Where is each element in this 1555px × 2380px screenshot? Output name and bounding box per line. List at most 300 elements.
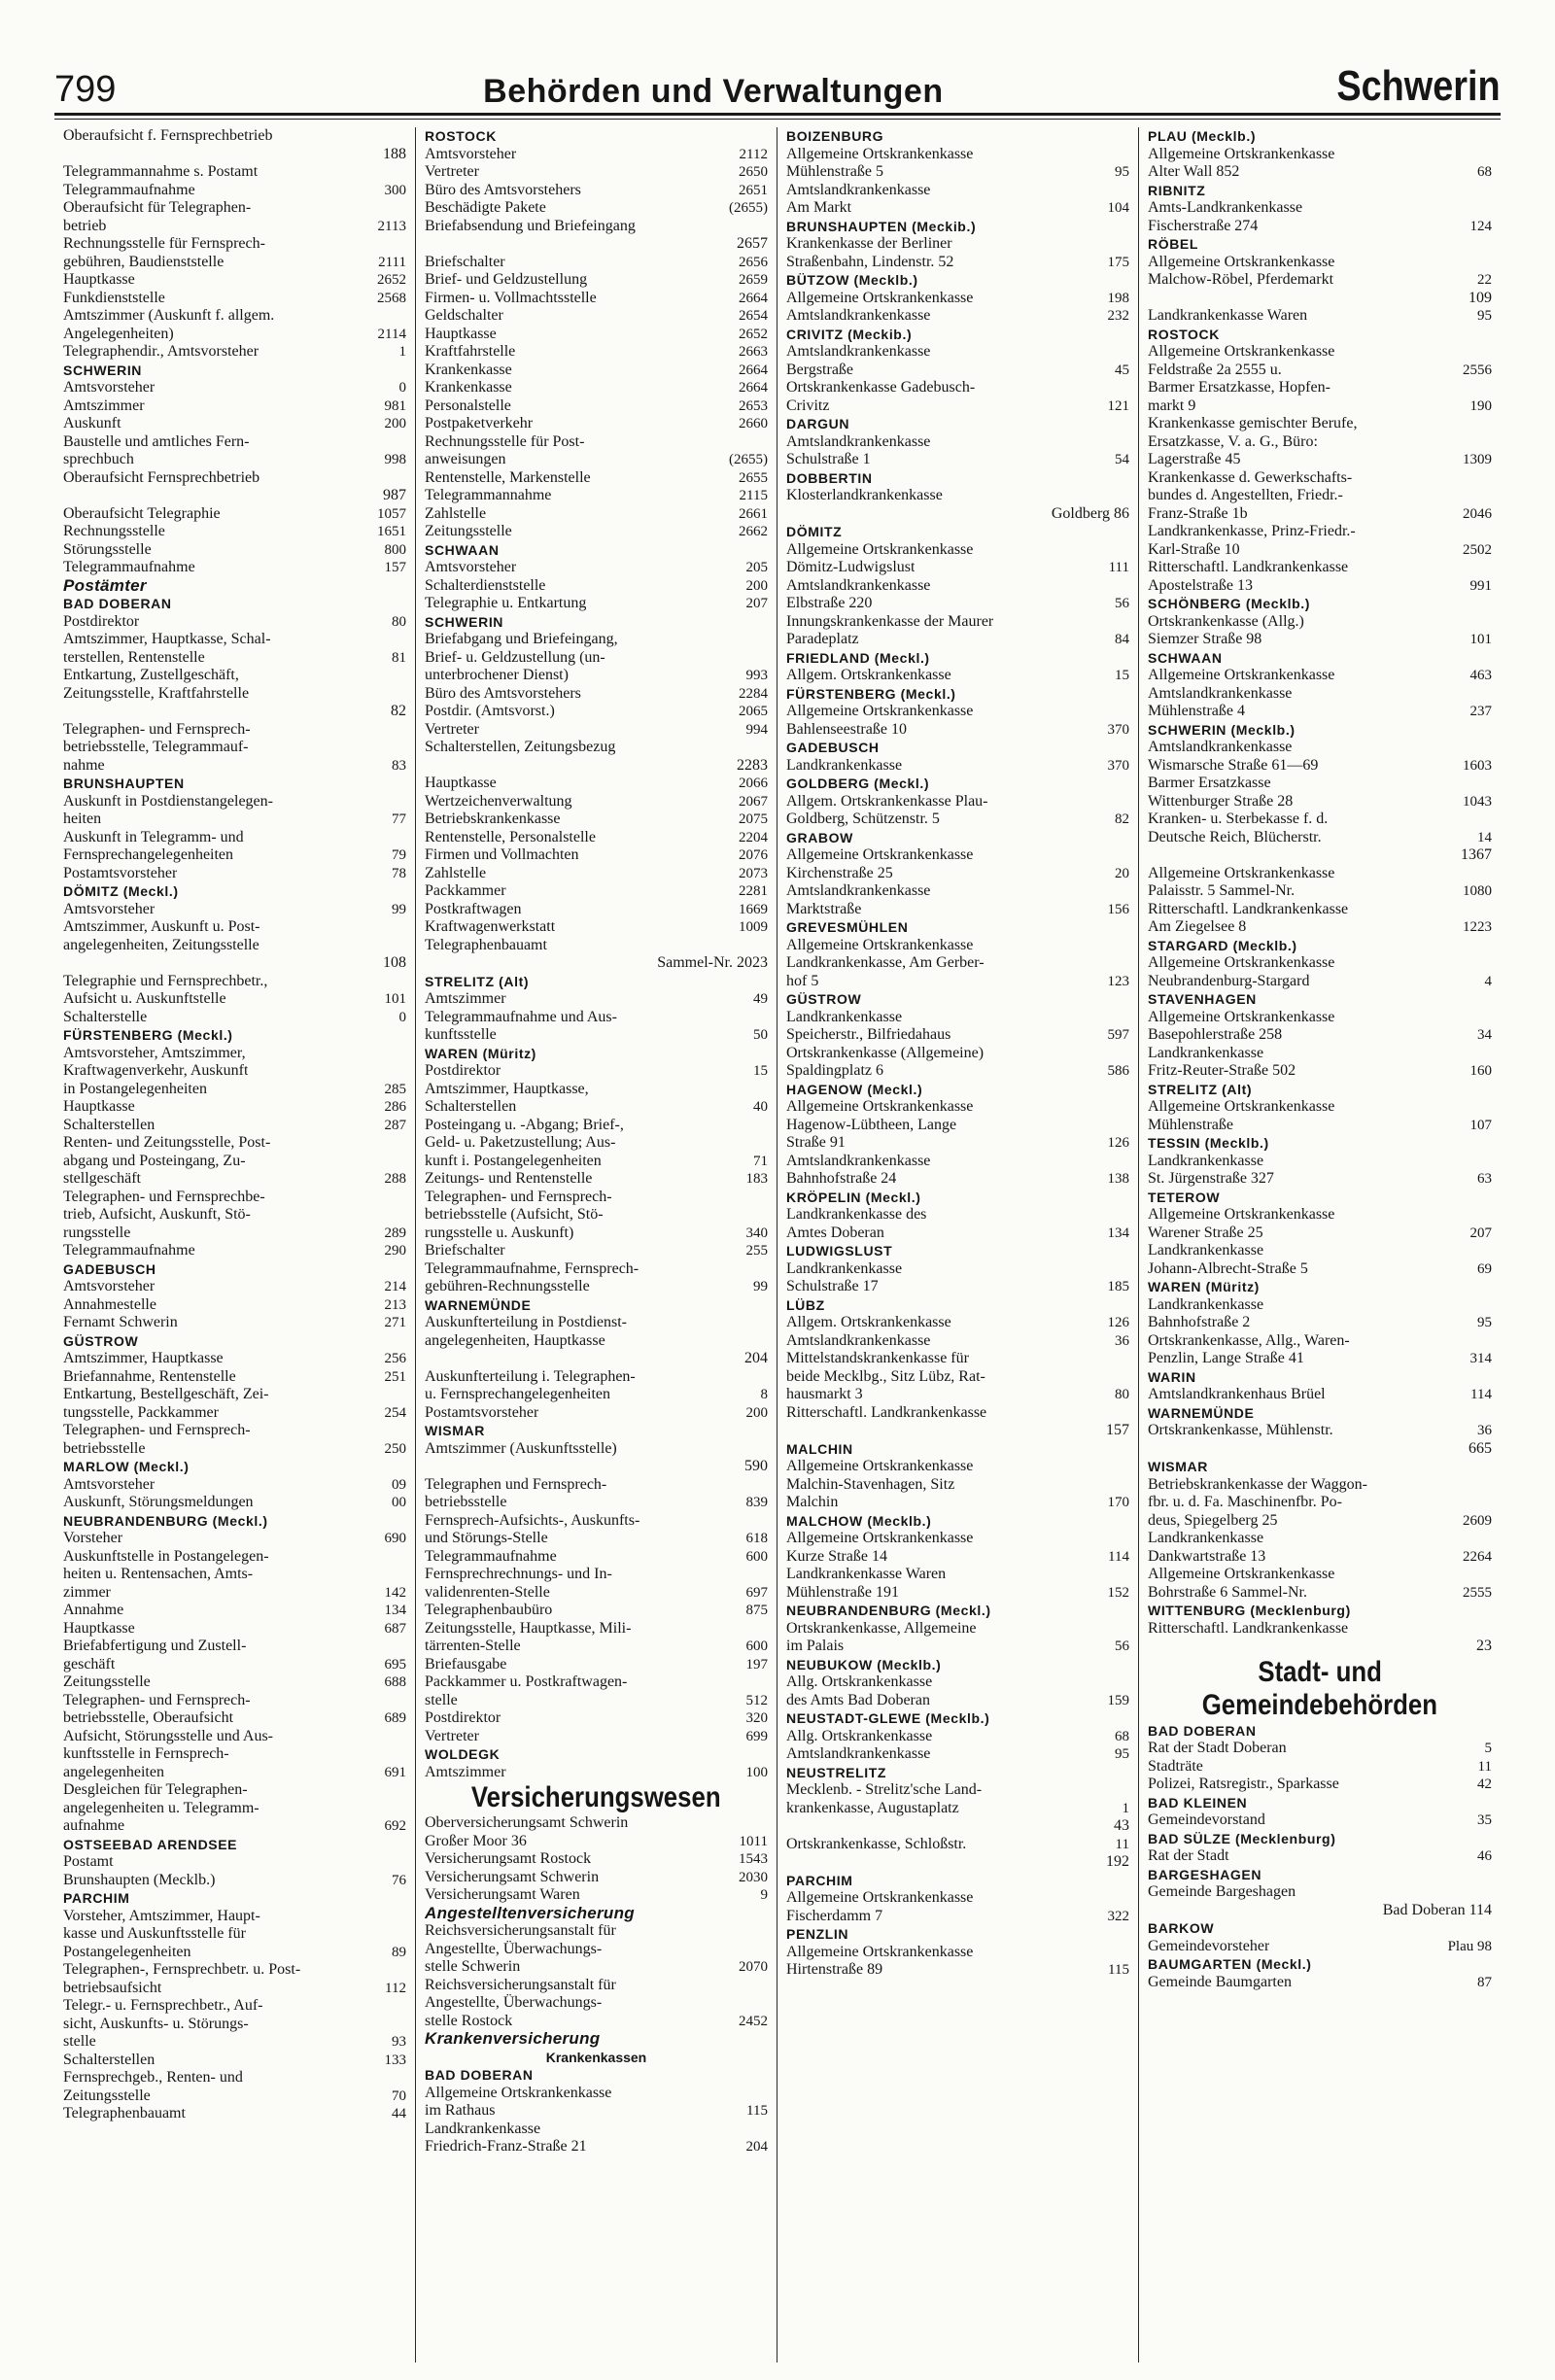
entry-label: nahme <box>63 756 105 774</box>
line-text: STARGARD (Mecklb.) <box>1148 937 1297 953</box>
directory-entry <box>1148 1974 1492 1992</box>
entry-label: Kraftwagenverkehr, Auskunft <box>63 1062 249 1079</box>
directory-entry <box>1148 1260 1492 1279</box>
directory-entry <box>1148 163 1492 182</box>
phone-number: 322 <box>1107 1908 1129 1924</box>
directory-entry <box>63 1476 406 1495</box>
directory-entry <box>63 685 406 704</box>
directory-entry <box>786 846 1129 865</box>
directory-entry <box>1148 1620 1492 1638</box>
entry-label: Amtszimmer <box>425 1763 506 1780</box>
directory-entry <box>63 1134 406 1153</box>
phone-number: 115 <box>1108 1962 1129 1978</box>
directory-entry <box>63 1386 406 1404</box>
phone-number: 998 <box>384 452 406 467</box>
line-text: Versicherungswesen <box>471 1781 721 1813</box>
directory-entry <box>63 757 406 776</box>
phone-number: 14 <box>1477 829 1492 845</box>
directory-entry <box>425 2121 768 2139</box>
phone-number: 111 <box>1108 560 1129 575</box>
line-text: Krankenversicherung <box>425 2030 601 2048</box>
directory-entry <box>63 271 406 290</box>
entry-label: Rechnungsstelle für Post- <box>425 432 585 450</box>
location-heading <box>1148 1081 1492 1099</box>
directory-entry <box>1148 829 1492 847</box>
directory-entry <box>1148 1153 1492 1171</box>
entry-label: Auskunft in Postdienstangelegen- <box>63 792 273 810</box>
location-heading <box>1148 1189 1492 1207</box>
directory-entry <box>425 990 768 1009</box>
directory-entry <box>425 901 768 919</box>
directory-entry <box>63 469 406 488</box>
line-text: SCHWAAN <box>1148 649 1223 666</box>
directory-entry <box>63 397 406 416</box>
entry-label: heiten u. Rentensachen, Amts- <box>63 1566 254 1582</box>
directory-entry <box>786 163 1129 182</box>
phone-number: 2659 <box>739 272 768 288</box>
line-text: STAVENHAGEN <box>1148 991 1257 1007</box>
directory-entry <box>63 343 406 362</box>
entry-label: Ortskrankenkasse, Schloßstr. <box>786 1835 967 1852</box>
phone-number: 190 <box>1469 397 1492 414</box>
location-heading <box>63 775 406 793</box>
entry-label: Mühlenstraße <box>1148 1116 1233 1133</box>
entry-label: Postdirektor <box>425 1062 501 1079</box>
entry-continuation <box>63 146 406 164</box>
directory-entry <box>63 1692 406 1710</box>
phone-number: 2555 <box>1463 1584 1492 1601</box>
entry-label: Versicherungsamt Rostock <box>425 1850 592 1867</box>
location-heading <box>786 1764 1129 1782</box>
entry-label: Oberaufsicht für Telegraphen- <box>63 199 252 216</box>
directory-entry <box>425 1278 768 1296</box>
page-title: Behörden und Verwaltungen <box>483 73 944 110</box>
directory-entry <box>425 1494 768 1512</box>
directory-entry <box>1148 1332 1492 1351</box>
directory-entry <box>786 1332 1129 1351</box>
line-text: 204 <box>744 1350 768 1366</box>
location-heading <box>786 326 1129 344</box>
phone-number: 1057 <box>377 505 406 522</box>
directory-entry <box>63 290 406 308</box>
entry-label: Zeitungsstelle, Kraftfahrstelle <box>63 684 250 702</box>
directory-entry <box>425 1656 768 1674</box>
entry-label: Amtszimmer <box>425 990 506 1007</box>
directory-entry <box>786 1260 1129 1279</box>
directory-entry <box>1148 397 1492 416</box>
directory-entry <box>786 1386 1129 1404</box>
directory-entry <box>1148 685 1492 704</box>
directory-entry <box>63 326 406 344</box>
entry-label: Telegraphen- und Fernsprech- <box>425 1188 612 1205</box>
phone-number: 695 <box>384 1656 406 1673</box>
entry-label: Versicherungsamt Waren <box>425 1886 580 1903</box>
entry-label: Reichsversicherungsanstalt für <box>425 1922 616 1939</box>
phone-number: 183 <box>745 1171 768 1187</box>
entry-label: Stadträte <box>1148 1757 1203 1775</box>
entry-label: Bohrstraße 6 Sammel-Nr. <box>1148 1583 1307 1601</box>
directory-entry <box>786 1961 1129 1980</box>
location-heading <box>786 1189 1129 1207</box>
line-text: WISMAR <box>425 1423 485 1438</box>
line-text: PLAU (Mecklb.) <box>1148 128 1257 144</box>
line-text: MALCHIN <box>786 1440 853 1457</box>
phone-number: 170 <box>1107 1495 1129 1510</box>
entry-label: Landkrankenkasse <box>786 1259 903 1277</box>
directory-entry <box>425 415 768 433</box>
phone-number: 300 <box>384 182 406 198</box>
directory-entry <box>786 1206 1129 1224</box>
location-heading <box>1148 649 1492 668</box>
directory-entry <box>63 1961 406 1980</box>
directory-entry <box>63 667 406 685</box>
entry-label: Fernsprechgeb., Renten- und <box>63 2069 243 2086</box>
entry-label: Telegraphen- und Fernsprechbe- <box>63 1188 265 1205</box>
entry-label: Allgemeine Ortskrankenkasse <box>786 703 974 719</box>
directory-entry <box>63 1081 406 1099</box>
directory-entry <box>63 1009 406 1027</box>
line-text: DÖMITZ <box>786 524 843 539</box>
line-text: GREVESMÜHLEN <box>786 919 909 935</box>
phone-number: 2076 <box>739 847 768 863</box>
directory-entry <box>63 127 406 146</box>
entry-label: Briefschalter <box>425 253 505 270</box>
directory-entry <box>63 937 406 955</box>
directory-entry <box>1148 1350 1492 1368</box>
entry-label: Beschädigte Pakete <box>425 199 546 216</box>
directory-entry <box>63 649 406 668</box>
directory-entry <box>63 235 406 254</box>
directory-entry <box>1148 1584 1492 1603</box>
entry-label: Gemeindevorsteher <box>1148 1937 1270 1954</box>
phone-number: 2452 <box>739 2013 768 2029</box>
phone-number: 0 <box>398 1009 406 1025</box>
entry-label: Personalstelle <box>425 397 511 414</box>
phone-number: 2046 <box>1463 505 1492 522</box>
directory-entry <box>63 218 406 236</box>
directory-entry <box>63 1638 406 1656</box>
entry-label: Amtsvorsteher <box>425 145 517 162</box>
phone-number: 49 <box>753 991 768 1007</box>
directory-entry <box>786 1728 1129 1746</box>
directory-entry <box>63 1709 406 1728</box>
entry-label: Barmer Ersatzkasse, Hopfen- <box>1148 379 1330 396</box>
directory-entry <box>425 1224 768 1243</box>
directory-entry <box>63 415 406 433</box>
phone-number: 126 <box>1107 1315 1129 1330</box>
directory-entry <box>425 290 768 308</box>
directory-entry <box>425 1153 768 1171</box>
entry-continuation <box>1148 846 1492 865</box>
directory-entry <box>63 199 406 218</box>
entry-label: Amtslandkrankenkasse <box>786 343 931 360</box>
entry-label: und Störungs-Stelle <box>425 1530 548 1546</box>
entry-label: betriebsstelle, Oberaufsicht <box>63 1709 234 1726</box>
directory-entry <box>63 631 406 649</box>
directory-entry <box>425 146 768 164</box>
directory-entry <box>1148 559 1492 577</box>
entry-label: Auskunfterteilung in Postdienst- <box>425 1314 627 1330</box>
phone-number: 156 <box>1107 901 1129 917</box>
directory-entry <box>1148 901 1492 919</box>
entry-label: Versicherungsamt Schwerin <box>425 1868 600 1885</box>
entry-label: hof 5 <box>786 972 819 989</box>
phone-number: 200 <box>745 577 768 594</box>
directory-entry <box>786 451 1129 469</box>
entry-label: Geld- u. Paketzustellung; Aus- <box>425 1134 616 1151</box>
phone-number: 185 <box>1107 1279 1129 1294</box>
directory-entry <box>786 1908 1129 1926</box>
entry-label: Gemeinde Bargeshagen <box>1148 1883 1296 1900</box>
line-text: WARNEMÜNDE <box>1148 1404 1255 1421</box>
line-text: GOLDBERG (Meckl.) <box>786 776 930 791</box>
entry-label: kunftsstelle in Fernsprech- <box>63 1745 229 1762</box>
phone-number: 271 <box>384 1315 406 1330</box>
line-text: NEUSTRELITZ <box>786 1764 887 1780</box>
phone-number: 875 <box>745 1603 768 1618</box>
entry-label: Zahlstelle <box>425 864 487 881</box>
directory-entry <box>425 1922 768 1941</box>
entry-label: Landkrankenkasse Waren <box>1148 307 1308 324</box>
location-heading <box>425 127 768 146</box>
directory-entry <box>1148 1476 1492 1495</box>
entry-label: Telegraphen- und Fernsprech- <box>63 1422 251 1438</box>
directory-entry <box>1148 146 1492 164</box>
entry-continuation <box>1148 1902 1492 1920</box>
line-text: Angestelltenversicherung <box>425 1904 635 1922</box>
entry-label: Angestellte, Überwachungs- <box>425 1940 603 1957</box>
directory-entry <box>425 1440 768 1459</box>
entry-label: Amtslandkrankenkasse <box>786 576 931 594</box>
directory-entry <box>425 1620 768 1638</box>
directory-entry <box>63 433 406 452</box>
directory-entry <box>63 1620 406 1638</box>
location-heading <box>425 973 768 991</box>
line-text: BAD SÜLZE (Mecklenburg) <box>1148 1830 1336 1846</box>
phone-number: 256 <box>384 1351 406 1366</box>
directory-entry <box>786 1045 1129 1063</box>
entry-label: Oberaufsicht f. Fernsprechbetrieb <box>63 127 273 144</box>
line-text: RÖBEL <box>1148 236 1198 252</box>
entry-label: Schulstraße 1 <box>786 451 871 467</box>
phone-number: 618 <box>745 1531 768 1546</box>
directory-entry <box>1148 1938 1492 1956</box>
directory-entry <box>425 1850 768 1869</box>
location-heading <box>786 739 1129 757</box>
entry-label: Allgemeine Ortskrankenkasse <box>1148 253 1335 270</box>
directory-entry <box>1148 1758 1492 1776</box>
entry-label: Barmer Ersatzkasse <box>1148 775 1271 791</box>
phone-number: 157 <box>384 560 406 575</box>
location-heading <box>425 541 768 560</box>
entry-label: Landkrankenkasse <box>1148 1242 1264 1259</box>
entry-label: Amtslandkrankenkasse <box>786 307 931 324</box>
line-text: WITTENBURG (Mecklenburg) <box>1148 1603 1351 1618</box>
phone-number: 56 <box>1115 1638 1129 1654</box>
directory-entry <box>786 307 1129 326</box>
directory-entry <box>63 1296 406 1315</box>
entry-label: betriebsaufsicht <box>63 1979 162 1996</box>
phone-number: 688 <box>384 1674 406 1690</box>
location-heading <box>63 882 406 901</box>
entry-label: Allgemeine Ortskrankenkasse <box>1148 864 1335 881</box>
directory-entry <box>425 1386 768 1404</box>
entry-label: Schulstraße 17 <box>786 1278 879 1294</box>
directory-entry <box>786 1134 1129 1153</box>
entry-label: Ritterschaftl. Landkrankenkasse <box>1148 1619 1349 1637</box>
entry-label: Vorsteher, Amtszimmer, Haupt- <box>63 1907 260 1924</box>
directory-entry <box>786 1620 1129 1638</box>
entry-label: Kranken- u. Sterbekasse f. d. <box>1148 811 1329 827</box>
entry-label: Entkartung, Zustellgeschäft, <box>63 667 239 683</box>
directory-entry <box>786 1638 1129 1656</box>
directory-entry <box>63 811 406 829</box>
phone-number: 101 <box>1469 632 1492 647</box>
line-text: RIBNITZ <box>1148 182 1206 198</box>
entry-label: Amtslandkrankenkasse <box>786 1152 931 1169</box>
entry-continuation <box>425 1458 768 1476</box>
location-heading <box>786 1242 1129 1260</box>
phone-number: 133 <box>384 2052 406 2068</box>
entry-label: Allgemeine Ortskrankenkasse <box>786 1943 974 1960</box>
entry-label: Ortskrankenkasse (Allg.) <box>1148 612 1304 630</box>
directory-entry <box>786 577 1129 596</box>
directory-entry <box>1148 703 1492 721</box>
directory-entry <box>425 307 768 326</box>
directory-entry <box>786 1692 1129 1710</box>
entry-label: Marktstraße <box>786 900 862 917</box>
phone-number: 251 <box>384 1368 406 1385</box>
line-text: FÜRSTENBERG (Meckl.) <box>786 685 956 702</box>
entry-label: rungsstelle <box>63 1224 131 1241</box>
location-heading <box>1148 235 1492 254</box>
entry-label: Kraftfahrstelle <box>425 343 516 360</box>
directory-entry <box>425 1404 768 1423</box>
directory-entry <box>1148 1883 1492 1902</box>
entry-label: Briefannahme, Rentenstelle <box>63 1367 236 1385</box>
directory-entry <box>63 2069 406 2087</box>
location-heading <box>425 1745 768 1764</box>
entry-label: Malchow-Röbel, Pferdemarkt <box>1148 271 1334 288</box>
directory-entry <box>1148 433 1492 452</box>
directory-entry <box>1148 1530 1492 1548</box>
entry-label: Störungsstelle <box>63 540 152 558</box>
entry-continuation <box>786 1817 1129 1836</box>
phone-number: 11 <box>1115 1836 1129 1852</box>
entry-label: gebühren, Baudienststelle <box>63 253 225 270</box>
directory-entry <box>786 1548 1129 1567</box>
directory-entry <box>63 1440 406 1459</box>
directory-entry <box>425 739 768 757</box>
entry-label: Allgemeine Ortskrankenkasse <box>425 2084 612 2101</box>
line-text: STRELITZ (Alt) <box>1148 1081 1253 1097</box>
phone-number: 692 <box>384 1818 406 1834</box>
directory-entry <box>425 1584 768 1603</box>
phone-number: 34 <box>1477 1027 1492 1043</box>
entry-continuation <box>63 703 406 721</box>
directory-entry <box>425 2138 768 2156</box>
directory-entry <box>1148 865 1492 883</box>
phone-number: 104 <box>1107 200 1129 216</box>
directory-entry <box>1148 775 1492 793</box>
phone-number: 512 <box>745 1692 768 1708</box>
entry-label: Telegraphen-, Fernsprechbetr. u. Post- <box>63 1961 301 1978</box>
entry-label: Fischerdamm 7 <box>786 1907 883 1924</box>
entry-label: Amts-Landkrankenkasse <box>1148 199 1303 216</box>
chapter-heading <box>425 1781 768 1814</box>
directory-entry <box>63 721 406 740</box>
entry-label: Amtes Doberan <box>786 1224 884 1241</box>
directory-entry <box>1148 954 1492 973</box>
location-heading <box>786 1081 1129 1099</box>
entry-label: angelegenheiten <box>63 1763 164 1780</box>
phone-number: 1223 <box>1463 919 1492 935</box>
directory-entry <box>63 1764 406 1782</box>
entry-label: Krankenkasse gemischter Berufe, <box>1148 415 1358 431</box>
phone-number: 207 <box>745 596 768 611</box>
phone-number: Plau 98 <box>1447 1938 1492 1954</box>
location-heading <box>786 1602 1129 1620</box>
entry-label: Bahnhofstraße 2 <box>1148 1314 1251 1330</box>
column-3 <box>778 127 1139 2363</box>
directory-entry <box>63 1817 406 1836</box>
directory-entry <box>786 235 1129 254</box>
location-heading <box>1148 1404 1492 1423</box>
entry-label: Firmen- u. Vollmachtsstelle <box>425 289 597 306</box>
line-text: BAUMGARTEN (Meckl.) <box>1148 1956 1312 1972</box>
directory-entry <box>63 1368 406 1387</box>
entry-label: Brief- u. Geldzustellung (un- <box>425 648 605 666</box>
entry-label: Amtsvorsteher, Amtszimmer, <box>63 1044 246 1061</box>
phone-number: 993 <box>745 668 768 683</box>
line-text: WAREN (Müritz) <box>425 1045 536 1061</box>
phone-number: 370 <box>1107 721 1129 738</box>
entry-label: rungsstelle u. Auskunft) <box>425 1224 574 1241</box>
entry-label: Telegrammaufnahme und Aus- <box>425 1008 617 1025</box>
directory-entry <box>63 1404 406 1423</box>
location-heading <box>1148 1866 1492 1884</box>
directory-entry <box>425 631 768 649</box>
entry-label: Kurze Straße 14 <box>786 1547 887 1565</box>
directory-entry <box>1148 343 1492 362</box>
entry-label: Amtszimmer (Auskunft f. allgem. <box>63 307 275 324</box>
header-rule-thin <box>54 119 1501 120</box>
entry-continuation <box>1148 290 1492 308</box>
entry-label: des Amts Bad Doberan <box>786 1691 930 1708</box>
directory-entry <box>63 1566 406 1584</box>
entry-label: Entkartung, Bestellgeschäft, Zei- <box>63 1386 269 1402</box>
entry-label: Spaldingplatz 6 <box>786 1062 883 1079</box>
entry-label: Telegrammannahme <box>425 487 552 503</box>
location-heading <box>1148 1794 1492 1812</box>
directory-entry <box>425 362 768 380</box>
directory-entry <box>1148 667 1492 685</box>
line-text: BÜTZOW (Mecklb.) <box>786 272 918 288</box>
line-text: GÜSTROW <box>786 991 862 1007</box>
location-heading <box>786 1656 1129 1674</box>
entry-label: Ritterschaftl. Landkrankenkasse <box>1148 900 1349 917</box>
phone-number: 4 <box>1484 973 1492 989</box>
phone-number: 68 <box>1115 1728 1129 1744</box>
entry-label: Telegraphenbaubüro <box>425 1602 553 1618</box>
phone-number: 254 <box>384 1404 406 1421</box>
directory-entry <box>425 451 768 469</box>
entry-label: angelegenheiten, Hauptkasse <box>425 1331 605 1349</box>
phone-number: 340 <box>745 1224 768 1241</box>
entry-label: Rechnungsstelle für Fernsprech- <box>63 235 265 252</box>
entry-label: Bergstraße <box>786 361 854 378</box>
phone-number: 82 <box>1115 811 1129 827</box>
